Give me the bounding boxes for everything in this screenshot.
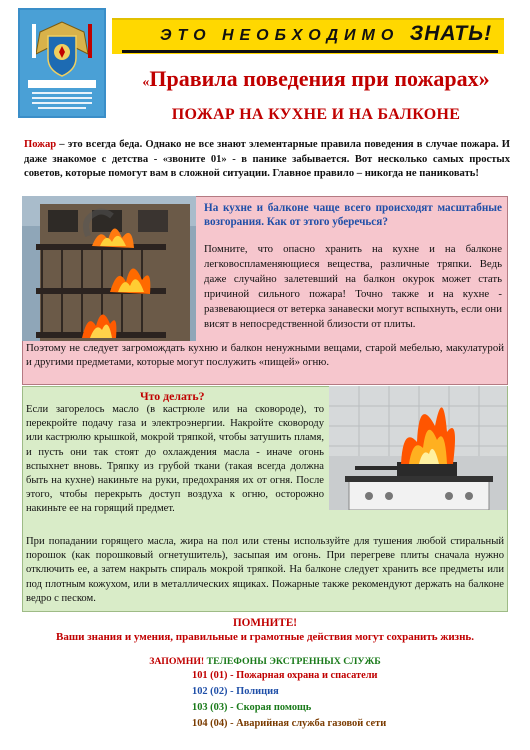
- phone-gas: 104 (04) - Аварийная служба газовой сети: [192, 718, 387, 729]
- balcony-fire-photo: [22, 196, 196, 341]
- page-subtitle: ПОЖАР НА КУХНЕ И НА БАЛКОНЕ: [171, 106, 461, 123]
- balcony-continuation: Поэтому не следует загромождать кухню и балкон ненужными вещами, старой мебелью, макулатурой и другими предметами, которые могут послужить «пищей» огню.: [26, 342, 504, 368]
- phones-title-lead: ЗАПОМНИ!: [149, 656, 205, 667]
- title-text: Правила поведения при пожарах»: [149, 66, 490, 91]
- remember-heading: ПОМНИТЕ!: [232, 617, 298, 629]
- phones-title-rest: ТЕЛЕФОНЫ ЭКСТРЕННЫХ СЛУЖБ: [204, 656, 381, 667]
- phone-fire: 101 (01) - Пожарная охрана и спасатели: [192, 670, 378, 681]
- what-to-do-continuation: При попадании горящего масла, жира на пол или стены используйте для тушения любой стиральный порошок (как порошковый огнетушитель), засыпая им огонь. При перегреве плиты сначала нужно отключить ее, а затем накрыть спираль мокрой тряпкой. На балконе следует хранить все предметы или под плотным кожухом, или в металлических ящиках. Пожарные также рекомендуют держать на балконе ведро с песком.: [26, 536, 504, 604]
- banner-emphasis: ЗНАТЬ!: [409, 22, 493, 45]
- intro-text: – это всегда беда. Однако не все знают элементарные правила поведения в случае пожара. И даже знакомое с детства - «звоните 01» - в панике забывается. Вот несколько самых простых советов, которые помогут вам в сложной ситуации. Главное правило – никогда не паниковать!: [24, 139, 510, 179]
- banner-prefix: ЭТО НЕОБХОДИМО: [160, 27, 400, 44]
- emblem-logo: [18, 8, 106, 118]
- intro-lead-word: Пожар: [24, 139, 57, 150]
- phone-police: 102 (02) - Полиция: [192, 686, 279, 697]
- title-quote: «: [142, 75, 150, 90]
- what-to-do-body: Если загорелось масло (в кастрюле или на сковороде), то перекройте подачу газа и электроэнергии. Накройте сковороду или кастрюлю крышкой, мокрой тряпкой, чтобы затушить пламя, и пусть они так стоят до охлаждения масла - иначе огонь вспыхнет вновь. Тряпку из грубой ткани (такая всегда должна быть на кухне) накиньте на руки, предохраняя их от огня. После этого, чтобы перекрыть доступ воздуха к огню, осторожно накиньте ее на горящий предмет.: [26, 404, 324, 515]
- intro-paragraph: [24, 138, 510, 182]
- kitchen-pan-fire-photo: [329, 386, 507, 510]
- balcony-body: Помните, что опасно хранить на кухне и на балконе легковоспламеняющиеся вещества, различные тряпки. Ведь даже случайно залетевший на балкон окурок может стать причиной сильного пожара! Точно также и на кухне - развевающиеся от ветерка занавески могут вспыхнуть, если они висят в непосредственной близости от плиты.: [204, 243, 502, 330]
- page-title: [116, 66, 516, 92]
- slogan: Ваши знания и умения, правильные и грамотные действия могут сохранить жизнь.: [56, 631, 474, 643]
- what-to-do-heading: Что делать?: [140, 389, 205, 403]
- balcony-heading: На кухне и балконе чаще всего происходят масштабные возгорания. Как от этого уберечься?: [204, 202, 502, 228]
- phone-ambulance: 103 (03) - Скорая помощь: [192, 702, 312, 713]
- banner-underline: [122, 50, 498, 53]
- phones-title: [0, 656, 530, 667]
- banner-text: [160, 22, 492, 46]
